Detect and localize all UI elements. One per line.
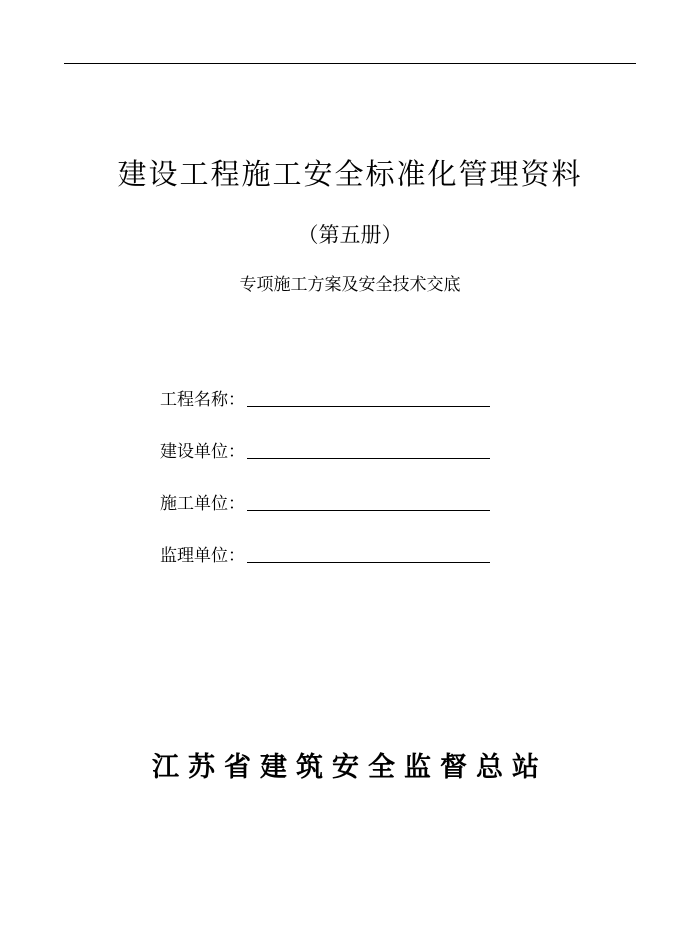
document-subtitle: 专项施工方案及安全技术交底 (239, 275, 461, 295)
field-blank-line (247, 562, 490, 563)
field-blank-line (247, 458, 490, 459)
field-blank-line (247, 406, 490, 407)
field-label: 工程名称： (160, 390, 245, 410)
field-label: 建设单位： (160, 442, 245, 462)
field-label: 施工单位： (160, 494, 245, 514)
field-blank-line (247, 510, 490, 511)
header-rule (64, 63, 636, 64)
field-client-unit (160, 414, 520, 466)
project-info-fields (160, 362, 520, 570)
issuing-agency: 江苏省建筑安全监督总站 (152, 752, 548, 783)
document-title: 建设工程施工安全标准化管理资料 (117, 157, 583, 191)
field-construction-unit (160, 466, 520, 518)
field-project-name (160, 362, 520, 414)
field-label: 监理单位： (160, 546, 245, 566)
field-supervision-unit (160, 518, 520, 570)
volume-label: （第五册） (297, 223, 403, 247)
